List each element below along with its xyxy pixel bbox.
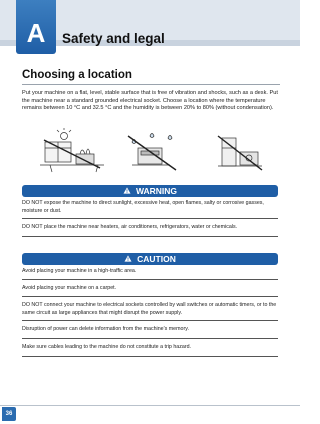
chapter-letter: A [26,18,46,48]
warning-rule [22,236,278,237]
caution-rule [22,320,278,321]
intro-paragraph: Put your machine on a flat, level, stable surface that is free of vibration and shocks, such as a desk. Put the machine near a standard grounded electrical socket. Choose a location where the temperature remains between 10 °C and 32.5 °C and the humidity is between 20% to 80% (without condensation). [22,90,278,112]
warning-item: DO NOT place the machine near heaters, air conditioners, refrigerators, water or chemicals. [22,224,238,230]
caution-item: Make sure cables leading to the machine do not constitute a trip hazard. [22,344,192,350]
warning-rule [22,218,278,219]
page-number: 36 [2,407,16,421]
caution-rule [22,338,278,339]
caution-item: Disruption of power can delete information from the machine's memory. [22,326,189,332]
warning-header [22,185,278,197]
chapter-title: Safety and legal [62,31,165,46]
caution-rule [22,356,278,357]
caution-item: Avoid placing your machine in a high-traffic area. [22,268,137,274]
section-rule [22,84,280,85]
section-title: Choosing a location [22,69,132,81]
caution-heading: CAUTION [137,254,176,264]
illustration-heat-scene [40,128,104,172]
warning-triangle-icon [123,187,131,194]
caution-item: DO NOT connect your machine to electrical sockets controlled by wall switches or automatic timers, or to the same circuit as large appliances that might disrupt the power supply. [22,302,277,316]
footer-rule [0,405,300,406]
caution-triangle-icon [124,255,132,262]
illustration-moisture-scene [128,134,176,171]
caution-rule [22,296,278,297]
caution-rule [22,279,278,280]
caution-item: Avoid placing your machine on a carpet. [22,285,117,291]
caution-header [22,253,278,265]
illustration-appliance-scene [218,136,262,170]
warning-heading: WARNING [135,186,178,196]
warning-item: DO NOT expose the machine to direct sunlight, excessive heat, open flames, salty or corrosive gasses, moisture or dust. [22,200,264,214]
placement-illustrations [0,128,300,176]
chapter-tab [16,0,56,54]
